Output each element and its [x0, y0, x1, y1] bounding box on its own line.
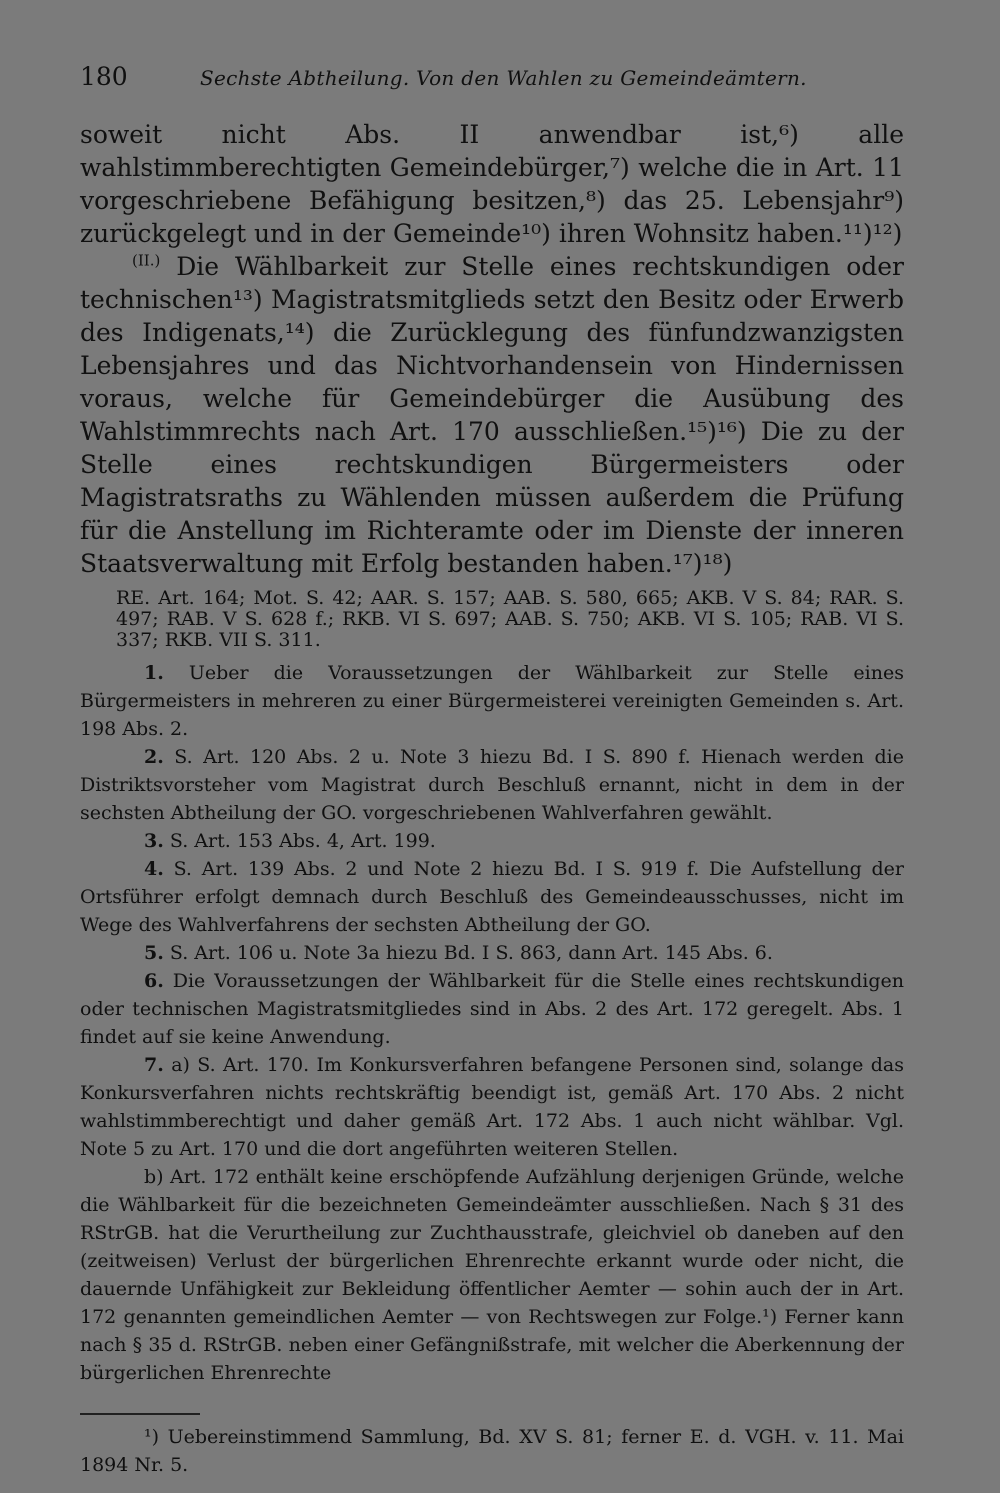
note-text: b) Art. 172 enthält keine erschöpfende Aufzählung derjenigen Gründe, welche die Wählbarkeit für die bezeichneten Gemeindeämter ausschließen. Nach § 31 des RStrGB. hat die Verurtheilung zur Zuchthausstrafe, gleichviel ob daneben auf den (zeitweisen) Verlust der bürgerlichen Ehrenrechte erkannt wurde oder nicht, die dauernde Unfähigkeit zur Bekleidung öffentlicher Aemter — sohin auch der in Art. 172 genannten gemeindlichen Aemter — von Rechtswegen zur Folge.¹) Ferner kann nach § 35 d. RStrGB. neben einer Gefängnißstrafe, mit welcher die Aberkennung der bürgerlichen Ehrenrechte	[80, 1166, 904, 1384]
note-number: 2.	[144, 746, 164, 768]
note-item	[80, 967, 904, 1051]
note-text: a) S. Art. 170. Im Konkursverfahren befangene Personen sind, solange das Konkursverfahren nichts rechtskräftig beendigt ist, gemäß Art. 170 Abs. 2 nicht wahlstimmberechtigt und daher gemäß Art. 172 Abs. 1 auch nicht wählbar. Vgl. Note 5 zu Art. 170 und die dort angeführten weiteren Stellen.	[80, 1054, 904, 1160]
paragraph-continuation: soweit nicht Abs. II anwendbar ist,⁶) alle wahlstimmberechtigten Gemeindebürger,⁷) welche die in Art. 11 vorgeschriebene Befähigung besitzen,⁸) das 25. Lebensjahr⁹) zurückgelegt und in der Gemeinde¹⁰) ihren Wohnsitz haben.¹¹)¹²)	[80, 120, 904, 248]
note-text: S. Art. 120 Abs. 2 u. Note 3 hiezu Bd. I S. 890 f. Hienach werden die Distriktsvorsteher vom Magistrat durch Beschluß ernannt, nicht in dem in der sechsten Abtheilung der GO. vorgeschriebenen Wahlverfahren gewählt.	[80, 746, 904, 824]
note-item	[80, 659, 904, 743]
note-item	[80, 939, 904, 967]
page-number: 180	[80, 62, 128, 91]
page-header	[80, 62, 904, 98]
note-number: 1.	[144, 662, 164, 684]
note-item	[80, 1051, 904, 1163]
notes-list	[80, 659, 904, 1387]
paragraph-section-ii-text: Die Wählbarkeit zur Stelle eines rechtskundigen oder technischen¹³) Magistratsmitglieds setzt den Besitz oder Erwerb des Indigenats,¹⁴) die Zurücklegung des fünfundzwanzigsten Lebensjahres und das Nichtvorhandensein von Hindernissen voraus, welche für Gemeindebürger die Ausübung des Wahlstimmrechts nach Art. 170 ausschließen.¹⁵)¹⁶) Die zu der Stelle eines rechtskundigen Bürgermeisters oder Magistratsraths zu Wählenden müssen außerdem die Prüfung für die Anstellung im Richteramte oder im Dienste der inneren Staatsverwaltung mit Erfolg bestanden haben.¹⁷)¹⁸)	[80, 252, 904, 578]
note-text: S. Art. 106 u. Note 3a hiezu Bd. I S. 863, dann Art. 145 Abs. 6.	[169, 942, 773, 964]
note-text: Ueber die Voraussetzungen der Wählbarkeit zur Stelle eines Bürgermeisters in mehreren zu einer Bürgermeisterei vereinigten Gemeinden s. Art. 198 Abs. 2.	[80, 662, 904, 740]
source-references: RE. Art. 164; Mot. S. 42; AAR. S. 157; AAB. S. 580, 665; AKB. V S. 84; RAR. S. 497; RAB. V S. 628 f.; RKB. VI S. 697; AAB. S. 750; AKB. VI S. 105; RAB. VI S. 337; RKB. VII S. 311.	[116, 587, 904, 651]
note-text: S. Art. 139 Abs. 2 und Note 2 hiezu Bd. I S. 919 f. Die Aufstellung der Ortsführer erfolgt demnach durch Beschluß des Gemeindeausschusses, nicht im Wege des Wahlverfahrens der sechsten Abtheilung der GO.	[80, 858, 904, 936]
note-item	[80, 827, 904, 855]
note-number: 5.	[144, 942, 164, 964]
footnote-divider	[80, 1413, 200, 1415]
note-text: S. Art. 153 Abs. 4, Art. 199.	[169, 830, 436, 852]
note-number: 4.	[144, 858, 164, 880]
note-item	[80, 743, 904, 827]
footnote: ¹) Uebereinstimmend Sammlung, Bd. XV S. 81; ferner E. d. VGH. v. 11. Mai 1894 Nr. 5.	[80, 1426, 904, 1476]
paragraph-section-ii	[80, 250, 904, 580]
note-number: 7.	[144, 1054, 164, 1076]
note-text: Die Voraussetzungen der Wählbarkeit für die Stelle eines rechtskundigen oder technischen Magistratsmitgliedes sind in Abs. 2 des Art. 172 geregelt. Abs. 1 findet auf sie keine Anwendung.	[80, 970, 904, 1048]
section-marker: (II.)	[132, 251, 161, 270]
note-number: 6.	[144, 970, 164, 992]
note-item	[80, 1163, 904, 1387]
note-number: 3.	[144, 830, 164, 852]
running-head: Sechste Abtheilung. Von den Wahlen zu Gemeindeämtern.	[200, 66, 807, 90]
main-text	[80, 118, 904, 580]
note-item	[80, 855, 904, 939]
